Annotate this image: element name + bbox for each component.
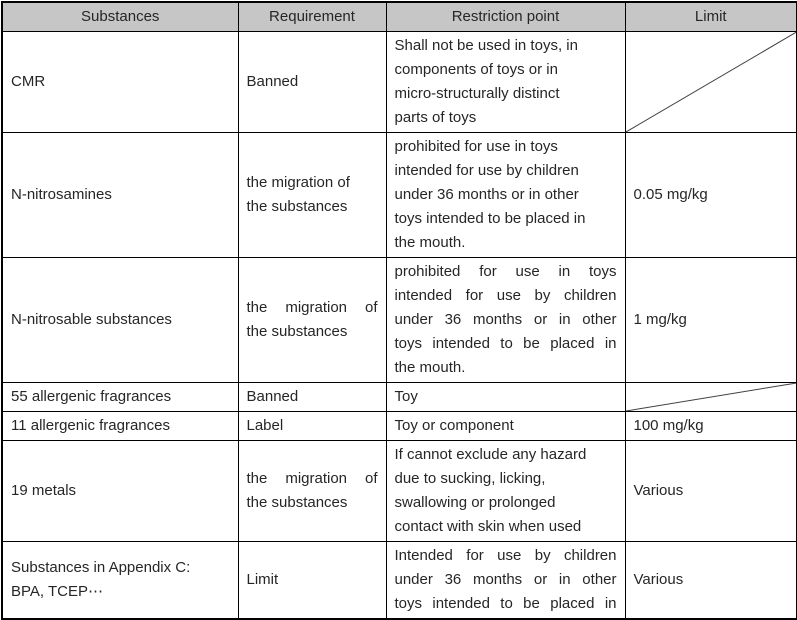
substance-text: N-nitrosamines bbox=[11, 186, 112, 203]
requirement-text: the migration of the substances bbox=[246, 299, 378, 340]
cell-restriction bbox=[386, 542, 625, 620]
requirement-text: Limit bbox=[246, 571, 279, 588]
requirement-text: the migration of the substances bbox=[246, 470, 378, 511]
cell-restriction bbox=[386, 441, 625, 542]
table-row bbox=[2, 412, 797, 441]
restriction-text: If cannot exclude any hazard due to sucking, licking, swallowing or prolonged contact with skin when used bbox=[394, 446, 587, 535]
cell-restriction bbox=[386, 133, 625, 258]
header-row bbox=[2, 2, 797, 32]
cell-restriction bbox=[386, 383, 625, 412]
restriction-text: Shall not be used in toys, in components of toys or in micro-structurally distinct parts of toys bbox=[394, 37, 578, 126]
restriction-text: Intended for use by children under 36 months or in other toys intended to be placed in bbox=[394, 547, 617, 612]
limit-text: 100 mg/kg bbox=[633, 417, 704, 434]
cell-limit bbox=[625, 441, 797, 542]
cell-restriction bbox=[386, 258, 625, 383]
cell-requirement bbox=[238, 32, 386, 133]
cell-requirement bbox=[238, 258, 386, 383]
restriction-text: prohibited for use in toys intended for use by children under 36 months or in other toys intended to be placed in the mouth. bbox=[394, 263, 617, 376]
restrictions-table bbox=[1, 1, 797, 620]
cell-limit-empty bbox=[625, 32, 797, 133]
cell-substance bbox=[2, 441, 238, 542]
header-limit: Limit bbox=[625, 2, 797, 32]
cell-substance bbox=[2, 383, 238, 412]
restriction-text: prohibited for use in toys intended for use by children under 36 months or in other toys intended to be placed in the mouth. bbox=[394, 138, 586, 251]
table-row bbox=[2, 133, 797, 258]
cell-requirement bbox=[238, 441, 386, 542]
diagonal-line bbox=[626, 383, 797, 411]
diagonal-line bbox=[626, 32, 797, 132]
limit-text: 1 mg/kg bbox=[633, 311, 687, 328]
cell-limit bbox=[625, 412, 797, 441]
requirement-text: the migration of the substances bbox=[246, 174, 350, 215]
header-substances: Substances bbox=[2, 2, 238, 32]
substance-text: 19 metals bbox=[11, 482, 77, 499]
substance-text: Substances in Appendix C: BPA, TCEP⋯ bbox=[11, 559, 191, 600]
requirement-text: Banned bbox=[246, 388, 299, 405]
cell-substance bbox=[2, 258, 238, 383]
requirement-text: Label bbox=[246, 417, 284, 434]
cell-limit-empty bbox=[625, 383, 797, 412]
table-row bbox=[2, 441, 797, 542]
substance-text: 11 allergenic fragrances bbox=[11, 417, 170, 434]
cell-requirement bbox=[238, 383, 386, 412]
cell-limit bbox=[625, 542, 797, 620]
cell-limit bbox=[625, 133, 797, 258]
requirement-text: Banned bbox=[246, 73, 299, 90]
table-row bbox=[2, 383, 797, 412]
cell-substance bbox=[2, 32, 238, 133]
table-row bbox=[2, 32, 797, 133]
cell-restriction bbox=[386, 32, 625, 133]
cell-restriction bbox=[386, 412, 625, 441]
substance-text: 55 allergenic fragrances bbox=[11, 388, 172, 405]
restriction-text: Toy bbox=[394, 388, 418, 405]
cell-substance bbox=[2, 133, 238, 258]
limit-text: Various bbox=[633, 482, 684, 499]
header-restriction-point: Restriction point bbox=[386, 2, 625, 32]
cell-requirement bbox=[238, 412, 386, 441]
cell-substance bbox=[2, 542, 238, 620]
header-requirement: Requirement bbox=[238, 2, 386, 32]
table-row bbox=[2, 542, 797, 620]
substance-text: N-nitrosable substances bbox=[11, 311, 172, 328]
substance-text: CMR bbox=[11, 73, 46, 90]
limit-text: Various bbox=[633, 571, 684, 588]
cell-requirement bbox=[238, 133, 386, 258]
cell-limit bbox=[625, 258, 797, 383]
limit-text: 0.05 mg/kg bbox=[633, 186, 708, 203]
restriction-text: Toy or component bbox=[394, 417, 514, 434]
cell-requirement bbox=[238, 542, 386, 620]
cell-substance bbox=[2, 412, 238, 441]
table-row bbox=[2, 258, 797, 383]
